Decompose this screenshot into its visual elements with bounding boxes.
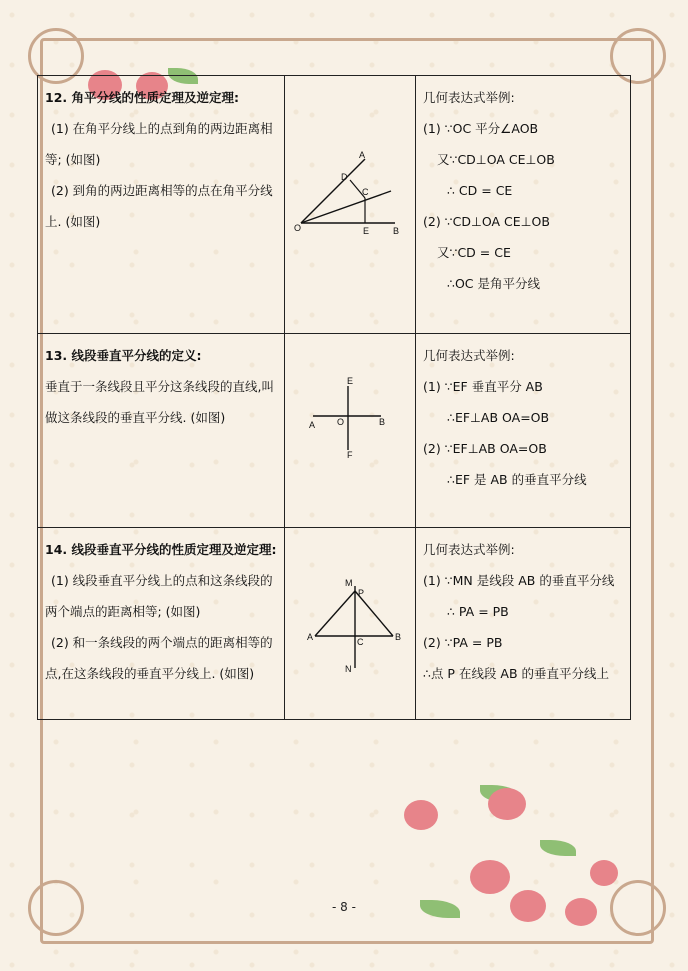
example-line: 又∵CD = CE (437, 245, 511, 260)
point-label: B (395, 632, 402, 642)
theorem-table (37, 75, 631, 720)
bisector-property-figure (285, 528, 415, 708)
example-line: (1) ∵EF 垂直平分 AB (423, 379, 543, 394)
point-label: M (345, 578, 353, 588)
definition-text: 垂直于一条线段且平分这条线段的直线,叫做这条线段的垂直平分线. (如图) (45, 379, 274, 425)
point-label: B (393, 226, 400, 236)
table-row (38, 76, 631, 334)
example-line: ∴ CD = CE (447, 183, 513, 198)
point-label: P (358, 588, 365, 598)
example-cell (416, 76, 631, 334)
definition-cell (38, 76, 285, 334)
example-line: (1) ∵OC 平分∠AOB (423, 121, 539, 136)
point-label: D (341, 172, 348, 182)
example-line: (2) ∵CD⊥OA CE⊥OB (423, 214, 550, 229)
example-line: ∴点 P 在线段 AB 的垂直平分线上 (423, 666, 610, 681)
section-heading: 12. 角平分线的性质定理及逆定理: (45, 90, 239, 105)
point-label: A (307, 632, 314, 642)
example-title: 几何表达式举例: (423, 90, 515, 105)
example-line: (2) ∵PA = PB (423, 635, 503, 650)
example-line: (2) ∵EF⊥AB OA=OB (423, 441, 547, 456)
point-label: E (347, 376, 354, 386)
point-label: F (347, 450, 353, 460)
point-label: C (357, 637, 364, 647)
point-label: O (294, 223, 302, 233)
definition-text: (2) 到角的两边距离相等的点在角平分线上. (如图) (45, 183, 273, 229)
section-heading: 13. 线段垂直平分线的定义: (45, 348, 202, 363)
example-title: 几何表达式举例: (423, 542, 515, 557)
example-line: (1) ∵MN 是线段 AB 的垂直平分线 (423, 573, 615, 588)
page-number: - 8 - (332, 900, 356, 914)
section-heading: 14. 线段垂直平分线的性质定理及逆定理: (45, 542, 277, 557)
point-label: E (363, 226, 370, 236)
example-line: ∴EF 是 AB 的垂直平分线 (447, 472, 587, 487)
definition-text: (1) 线段垂直平分线上的点和这条线段的两个端点的距离相等; (如图) (45, 573, 273, 619)
example-line: ∴OC 是角平分线 (447, 276, 540, 291)
example-title: 几何表达式举例: (423, 348, 515, 363)
example-line: ∴EF⊥AB OA=OB (447, 410, 550, 425)
angle-bisector-figure (285, 76, 415, 326)
point-label: A (309, 420, 316, 430)
point-label: O (337, 417, 345, 427)
example-cell (416, 334, 631, 528)
definition-text: (2) 和一条线段的两个端点的距离相等的点,在这条线段的垂直平分线上. (如图) (45, 635, 273, 681)
definition-cell (38, 528, 285, 720)
figure-cell (285, 334, 416, 528)
definition-text: (1) 在角平分线上的点到角的两边距离相等; (如图) (45, 121, 273, 167)
example-cell (416, 528, 631, 720)
point-label: A (359, 150, 366, 160)
point-label: C (362, 187, 369, 197)
point-label: B (379, 417, 386, 427)
table-row (38, 334, 631, 528)
example-line: ∴ PA = PB (447, 604, 509, 619)
point-label: N (345, 664, 352, 674)
figure-cell (285, 76, 416, 334)
example-line: 又∵CD⊥OA CE⊥OB (437, 152, 555, 167)
figure-cell (285, 528, 416, 720)
definition-cell (38, 334, 285, 528)
table-row (38, 528, 631, 720)
perpendicular-bisector-figure (285, 334, 415, 514)
